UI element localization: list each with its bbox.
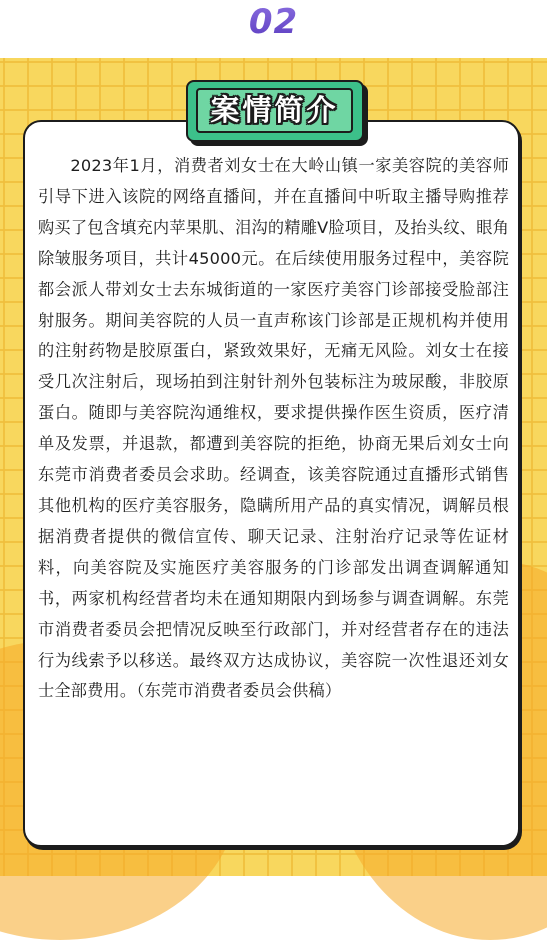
section-number: 02 <box>0 2 547 42</box>
case-summary-text: 2023年1月，消费者刘女士在大岭山镇一家美容院的美容师引导下进入该院的网络直播间，并在直播间中听取主播导购推荐购买了包含填充内苹果肌、泪沟的精雕V脸项目，及抬头纹、眼角除皱服务项目，共计45000元。在后续使用服务过程中，美容院都会派人带刘女士去东城街道的一家医疗美容门诊部接受脸部注射服务。期间美容院的人员一直声称该门诊部是正规机构并使用的注射药物是胶原蛋白，紧致效果好，无痛无风险。刘女士在接受几次注射后，现场拍到注射针剂外包装标注为玻尿酸，非胶原蛋白。随即与美容院沟通维权，要求提供操作医生资质，医疗清单及发票，并退款，都遭到美容院的拒绝，协商无果后刘女士向东莞市消费者委员会求助。经调查，该美容院通过直播形式销售其他机构的医疗美容服务，隐瞒所用产品的真实情况，调解员根据消费者提供的微信宣传、聊天记录、注射治疗记录等佐证材料，向美容院及实施医疗美容服务的门诊部发出调查调解通知书，两家机构经营者均未在通知期限内到场参与调查调解。东莞市消费者委员会把情况反映至行政部门，并对经营者存在的违法行为线索予以移送。最终双方达成协议，美容院一次性退还刘女士全部费用。（东莞市消费者委员会供稿） <box>38 156 509 701</box>
section-title: 案情简介 <box>210 93 339 127</box>
title-badge <box>186 80 364 142</box>
title-badge-inner <box>196 88 353 133</box>
